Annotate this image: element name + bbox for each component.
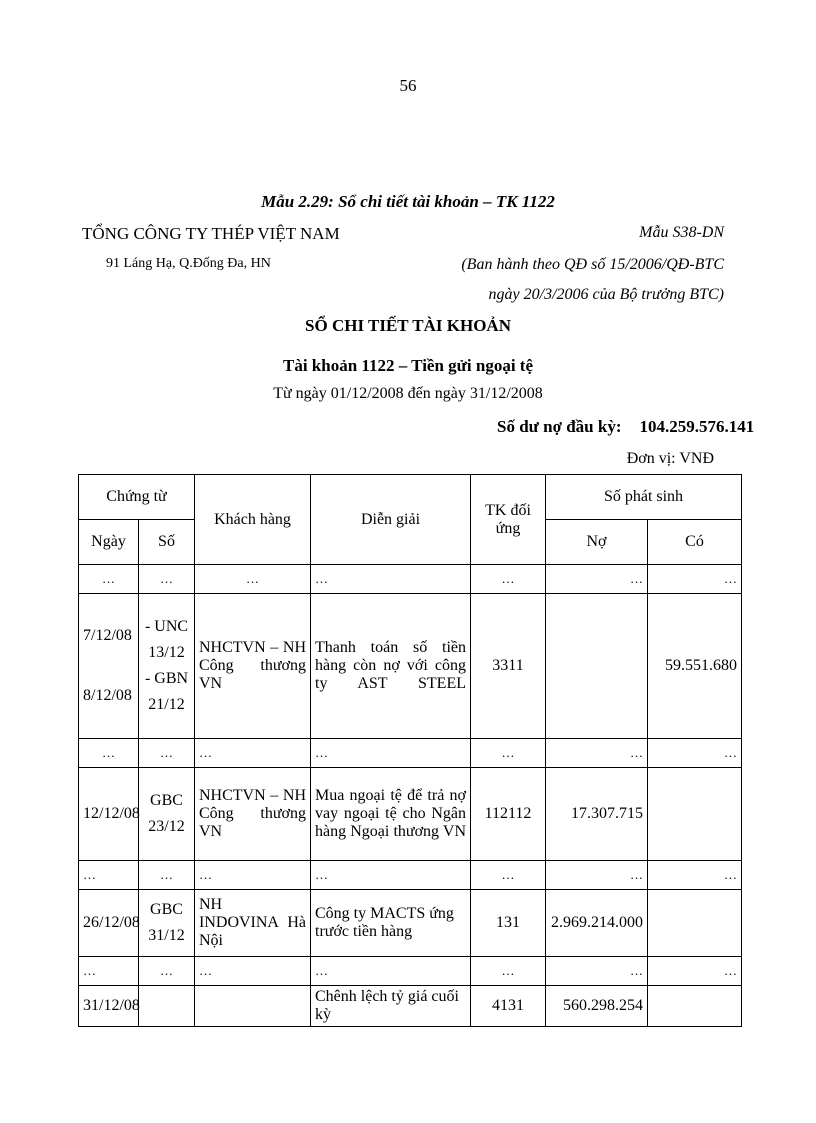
form-code: Mẫu S38-DN bbox=[639, 224, 724, 241]
cell-customer: NHCTVN – NH Công thương VN bbox=[195, 594, 311, 739]
ellipsis-cell: … bbox=[79, 739, 139, 768]
cell-credit bbox=[648, 768, 742, 861]
date-a: 7/12/08 bbox=[83, 627, 132, 644]
ellipsis-cell: … bbox=[195, 957, 311, 986]
voucher-no-line: GBC bbox=[150, 792, 183, 809]
ellipsis-cell: … bbox=[471, 739, 546, 768]
voucher-no-line: 21/12 bbox=[148, 696, 185, 713]
cell-contra-account: 112112 bbox=[471, 768, 546, 861]
account-title: Tài khoản 1122 – Tiền gửi ngoại tệ bbox=[283, 356, 533, 375]
cell-customer: NH INDOVINA Hà Nội bbox=[195, 890, 311, 957]
ellipsis-cell: … bbox=[311, 565, 471, 594]
opening-balance-label: Số dư nợ đầu kỳ: bbox=[497, 417, 622, 436]
cell-date: 26/12/08 bbox=[79, 890, 139, 957]
cell-voucher-no bbox=[139, 768, 195, 861]
ellipsis-cell: … bbox=[648, 565, 742, 594]
table-row-ellipsis bbox=[79, 957, 742, 986]
header-date: Ngày bbox=[79, 520, 139, 565]
page-number: 56 bbox=[399, 76, 417, 95]
table-row bbox=[79, 768, 742, 861]
ellipsis-cell: … bbox=[546, 739, 648, 768]
cell-contra-account: 3311 bbox=[471, 594, 546, 739]
ellipsis-cell: … bbox=[471, 565, 546, 594]
ellipsis-cell: … bbox=[139, 565, 195, 594]
ellipsis-cell: … bbox=[311, 739, 471, 768]
ellipsis-cell: … bbox=[648, 861, 742, 890]
decree-line-2: ngày 20/3/2006 của Bộ trưởng BTC) bbox=[488, 286, 724, 303]
cell-customer: NHCTVN – NH Công thương VN bbox=[195, 768, 311, 861]
cell-voucher-no bbox=[139, 594, 195, 739]
cell-voucher-no bbox=[139, 986, 195, 1027]
header-customer: Khách hàng bbox=[195, 475, 311, 565]
ellipsis-cell: … bbox=[471, 861, 546, 890]
table-row bbox=[79, 594, 742, 739]
cell-description: Thanh toán số tiền hàng còn nợ với công ty AST STEEL bbox=[311, 594, 471, 739]
opening-balance-value: 104.259.576.141 bbox=[639, 417, 755, 436]
voucher-no-line: 13/12 bbox=[148, 644, 185, 661]
voucher-no-line: 23/12 bbox=[148, 818, 185, 835]
cell-credit: 59.551.680 bbox=[648, 594, 742, 739]
voucher-no-line: 31/12 bbox=[148, 927, 185, 944]
header-voucher: Chứng từ bbox=[79, 475, 195, 520]
cell-credit bbox=[648, 986, 742, 1027]
ellipsis-cell: … bbox=[648, 957, 742, 986]
cell-description: Chênh lệch tỷ giá cuối kỳ bbox=[311, 986, 471, 1027]
cell-contra-account: 4131 bbox=[471, 986, 546, 1027]
ellipsis-cell: … bbox=[139, 739, 195, 768]
cell-debit: 560.298.254 bbox=[546, 986, 648, 1027]
form-title: Mẫu 2.29: Sổ chi tiết tài khoản – TK 1122 bbox=[261, 192, 555, 211]
cell-voucher-no bbox=[139, 890, 195, 957]
cell-customer bbox=[195, 986, 311, 1027]
ellipsis-cell: … bbox=[311, 861, 471, 890]
ellipsis-cell: … bbox=[546, 957, 648, 986]
ellipsis-cell: … bbox=[195, 565, 311, 594]
header-arising: Số phát sinh bbox=[546, 475, 742, 520]
ellipsis-cell: … bbox=[195, 861, 311, 890]
ellipsis-cell: … bbox=[546, 861, 648, 890]
cell-description: Mua ngoại tệ để trả nợ vay ngoại tệ cho Ngân hàng Ngoại thương VN bbox=[311, 768, 471, 861]
table-row bbox=[79, 890, 742, 957]
table-row-ellipsis bbox=[79, 565, 742, 594]
header-debit: Nợ bbox=[546, 520, 648, 565]
cell-debit: 17.307.715 bbox=[546, 768, 648, 861]
cell-credit bbox=[648, 890, 742, 957]
ledger-table bbox=[78, 474, 742, 1027]
cell-contra-account: 131 bbox=[471, 890, 546, 957]
table-row-ellipsis bbox=[79, 861, 742, 890]
table-row bbox=[79, 986, 742, 1027]
ellipsis-cell: … bbox=[79, 957, 139, 986]
period: Từ ngày 01/12/2008 đến ngày 31/12/2008 bbox=[273, 385, 543, 402]
cell-date bbox=[79, 594, 139, 739]
header-contra-account: TK đối ứng bbox=[471, 475, 546, 565]
header-no: Số bbox=[139, 520, 195, 565]
voucher-no-line: GBC bbox=[150, 901, 183, 918]
ellipsis-cell: … bbox=[546, 565, 648, 594]
date-b: 8/12/08 bbox=[83, 687, 132, 704]
header-credit: Có bbox=[648, 520, 742, 565]
cell-date: 31/12/08 bbox=[79, 986, 139, 1027]
voucher-no-line: - GBN bbox=[144, 670, 189, 687]
company-name: TỔNG CÔNG TY THÉP VIỆT NAM bbox=[82, 224, 340, 243]
ellipsis-cell: … bbox=[139, 861, 195, 890]
cell-description: Công ty MACTS ứng trước tiền hàng bbox=[311, 890, 471, 957]
opening-balance bbox=[497, 417, 754, 437]
ellipsis-cell: … bbox=[79, 861, 139, 890]
cell-date: 12/12/08 bbox=[79, 768, 139, 861]
company-address: 91 Láng Hạ, Q.Đống Đa, HN bbox=[106, 256, 271, 271]
cell-debit: 2.969.214.000 bbox=[546, 890, 648, 957]
header-description: Diễn giải bbox=[311, 475, 471, 565]
ledger-heading: SỔ CHI TIẾT TÀI KHOẢN bbox=[305, 316, 511, 335]
ellipsis-cell: … bbox=[311, 957, 471, 986]
ellipsis-cell: … bbox=[195, 739, 311, 768]
ellipsis-cell: … bbox=[471, 957, 546, 986]
table-row-ellipsis bbox=[79, 739, 742, 768]
ellipsis-cell: … bbox=[648, 739, 742, 768]
voucher-no-line: - UNC bbox=[144, 618, 189, 635]
ellipsis-cell: … bbox=[79, 565, 139, 594]
currency-unit: Đơn vị: VNĐ bbox=[626, 450, 714, 467]
decree-line-1: (Ban hành theo QĐ số 15/2006/QĐ-BTC bbox=[461, 256, 724, 273]
cell-debit bbox=[546, 594, 648, 739]
ellipsis-cell: … bbox=[139, 957, 195, 986]
